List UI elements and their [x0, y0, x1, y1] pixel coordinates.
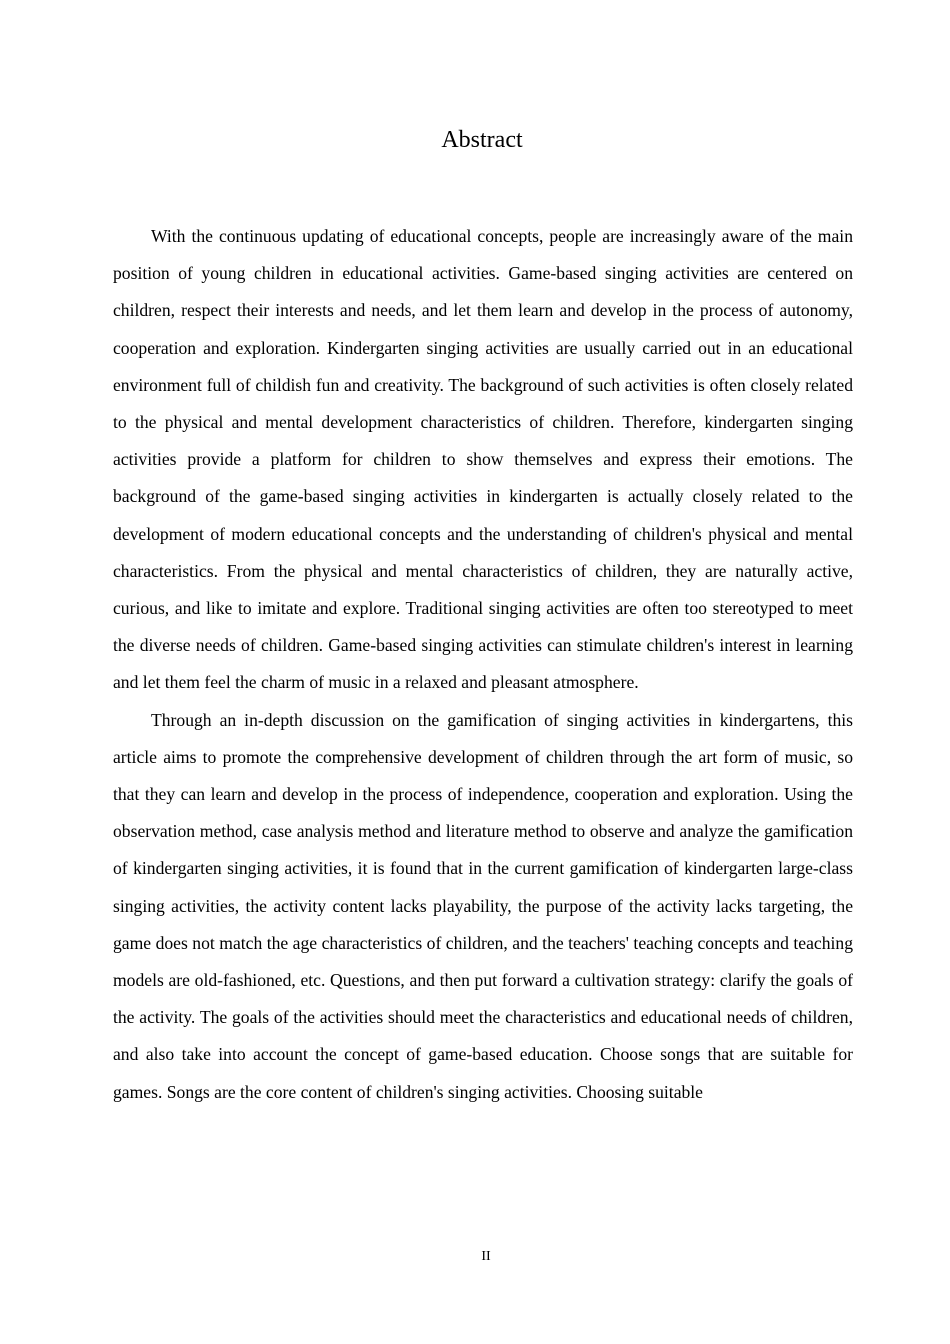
paragraph-2: Through an in-depth discussion on the gamification of singing activities in kindergartens, this article aims to promote the comprehensive development of children through the art form of music, so that they can learn and develop in the process of independence, cooperation and exploration. Using the observation method, case analysis method and literature method to observe and analyze the gamification of kindergarten singing activities, it is found that in the current gamification of kindergarten large-class singing activities, the activity content lacks playability, the purpose of the activity lacks targeting, the game does not match the age characteristics of children, and the teachers' teaching concepts and teaching models are old-fashioned, etc. Questions, and then put forward a cultivation strategy: clarify the goals of the activity. The goals of the activities should meet the characteristics and educational needs of children, and also take into account the concept of game-based education. Choose songs that are suitable for games. Songs are the core content of children's singing activities. Choosing suitable: [113, 709, 853, 1102]
paragraph-1: With the continuous updating of educational concepts, people are increasingly aware of the main position of young children in educational activities. Game-based singing activities are centered on children, respect their interests and needs, and let them learn and develop in the process of autonomy, cooperation and exploration. Kindergarten singing activities are usually carried out in an educational environment full of childish fun and creativity. The background of such activities is often closely related to the physical and mental development characteristics of children. Therefore, kindergarten singing activities provide a platform for children to show themselves and express their emotions. The background of the game-based singing activities in kindergarten is actually closely related to the development of modern educational concepts and the understanding of children's physical and mental characteristics. From the physical and mental characteristics of children, they are naturally active, curious, and like to imitate and explore. Traditional singing activities are often too stereotyped to meet the diverse needs of children. Game-based singing activities can stimulate children's interest in learning and let them feel the charm of music in a relaxed and pleasant atmosphere.: [113, 226, 853, 693]
abstract-body: [113, 218, 853, 1111]
page-title: Abstract: [441, 127, 523, 153]
page-number: II: [481, 1249, 491, 1264]
